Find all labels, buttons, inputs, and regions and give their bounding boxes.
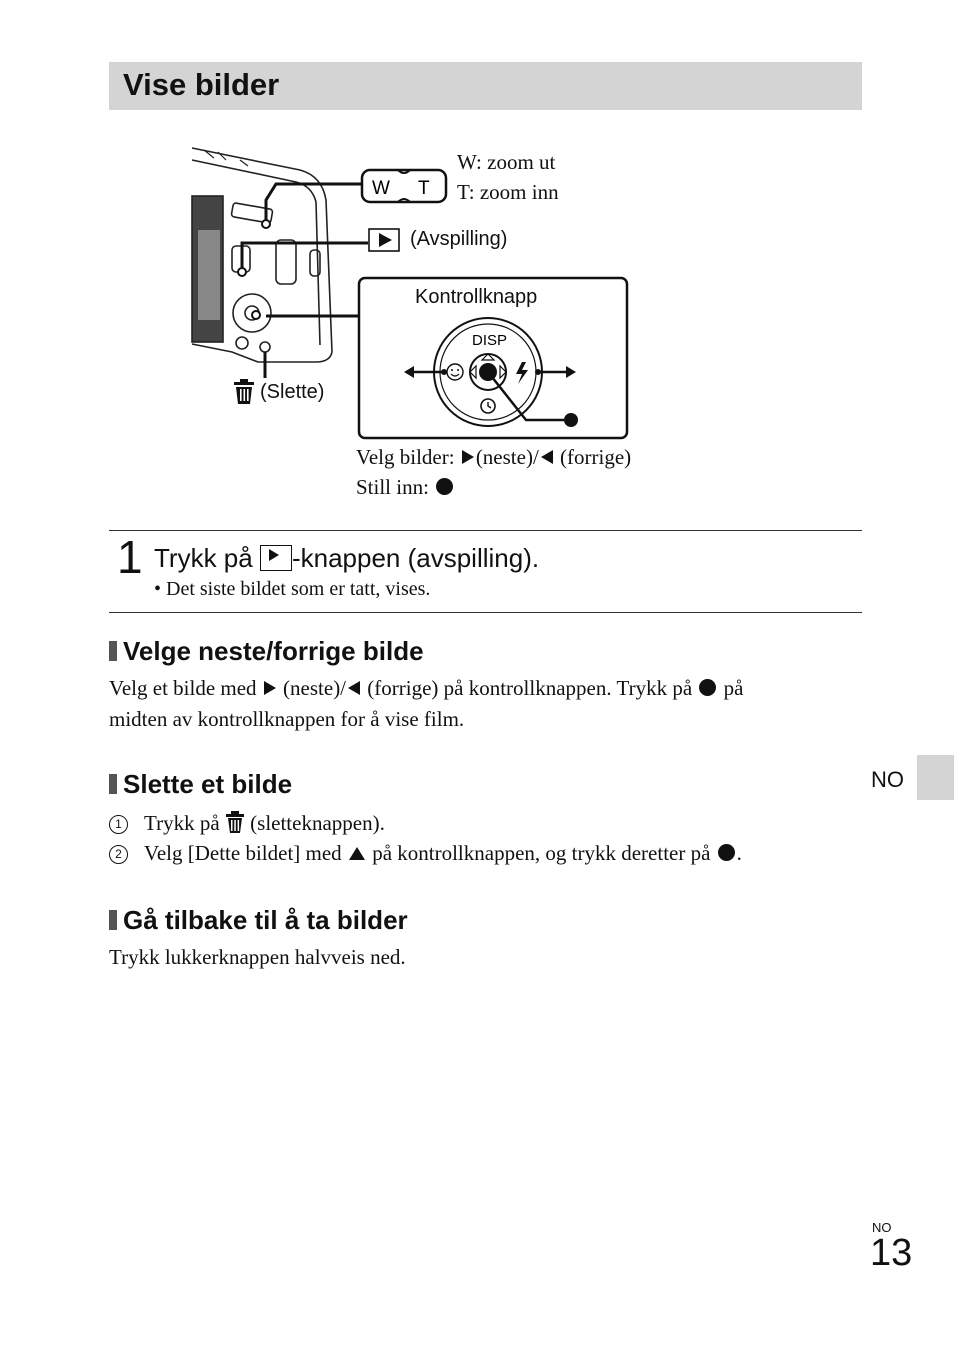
text-span: Velg [Dette bildet] med xyxy=(144,841,342,865)
zoom-t-key: T xyxy=(418,178,430,199)
playback-label: (Avspilling) xyxy=(410,228,508,250)
text-span: (neste)/ xyxy=(283,676,347,700)
side-language-label: NO xyxy=(871,767,904,792)
zoom-in-label: T: zoom inn xyxy=(457,180,559,204)
next-prev-line-2: midten av kontrollknappen for å vise film. xyxy=(109,707,465,731)
select-caption-prev: (forrige) xyxy=(560,445,632,469)
section-heading-text: Gå tilbake til å ta bilder xyxy=(123,905,408,935)
step-heading xyxy=(154,543,539,574)
delete-step-1 xyxy=(109,810,385,836)
text-span: (forrige) på kontrollknappen. Trykk på xyxy=(367,676,693,700)
text-span: Trykk på xyxy=(144,811,220,835)
page-number: 13 xyxy=(870,1232,913,1274)
set-caption-text: Still inn: xyxy=(356,475,429,499)
step-number: 1 xyxy=(117,531,143,583)
next-prev-line-1 xyxy=(109,676,743,701)
text-span: Velg et bilde med xyxy=(109,676,257,700)
select-images-caption xyxy=(356,445,631,470)
set-caption xyxy=(356,475,455,500)
trash-icon xyxy=(225,810,245,834)
circled-number: 2 xyxy=(109,845,128,864)
control-button-title: Kontrollknapp xyxy=(415,286,538,308)
camera-illustration xyxy=(0,0,954,520)
text-span: på xyxy=(723,676,744,700)
zoom-w-key: W xyxy=(372,178,390,199)
step-divider-bottom xyxy=(109,612,862,613)
up-arrow-icon xyxy=(349,847,365,860)
select-caption-next: (neste)/ xyxy=(475,445,539,469)
delete-step-2 xyxy=(109,841,742,866)
section-marker-icon xyxy=(109,910,117,930)
disp-label: DISP xyxy=(472,332,508,349)
left-arrow-icon xyxy=(348,681,360,695)
trash-icon xyxy=(234,379,254,404)
step-bullet: • Det siste bildet som er tatt, vises. xyxy=(154,578,431,600)
section-heading-delete xyxy=(109,769,292,800)
page-title: Vise bilder xyxy=(123,67,280,102)
playback-icon xyxy=(369,229,399,251)
section-heading-text: Slette et bilde xyxy=(123,769,293,799)
playback-button-icon xyxy=(260,545,292,571)
step-heading-suffix: -knappen (avspilling). xyxy=(291,543,540,573)
circled-number: 1 xyxy=(109,815,128,834)
back-text: Trykk lukkerknappen halvveis ned. xyxy=(109,945,406,969)
center-dot-icon xyxy=(699,679,716,696)
right-arrow-icon xyxy=(264,681,276,695)
footer-language: NO xyxy=(872,1220,892,1235)
side-language-tab xyxy=(917,755,954,800)
section-marker-icon xyxy=(109,641,117,661)
section-heading-next-prev xyxy=(109,636,424,667)
section-heading-text: Velge neste/forrige bilde xyxy=(123,636,424,666)
step-divider-top xyxy=(109,530,862,531)
text-span: (sletteknappen). xyxy=(250,811,385,835)
text-span: . xyxy=(736,841,742,865)
section-heading-back xyxy=(109,905,408,936)
step-heading-prefix: Trykk på xyxy=(154,543,253,573)
center-dot-icon xyxy=(718,844,735,861)
section-marker-icon xyxy=(109,774,117,794)
camera-body-drawing xyxy=(192,148,332,362)
text-span: på kontrollknappen, og trykk deretter på xyxy=(372,841,711,865)
delete-label: (Slette) xyxy=(260,381,325,403)
center-dot-icon xyxy=(436,478,453,495)
zoom-out-label: W: zoom ut xyxy=(457,150,556,174)
left-arrow-icon xyxy=(541,450,553,464)
right-arrow-icon xyxy=(462,450,474,464)
select-caption-prefix: Velg bilder: xyxy=(356,445,455,469)
